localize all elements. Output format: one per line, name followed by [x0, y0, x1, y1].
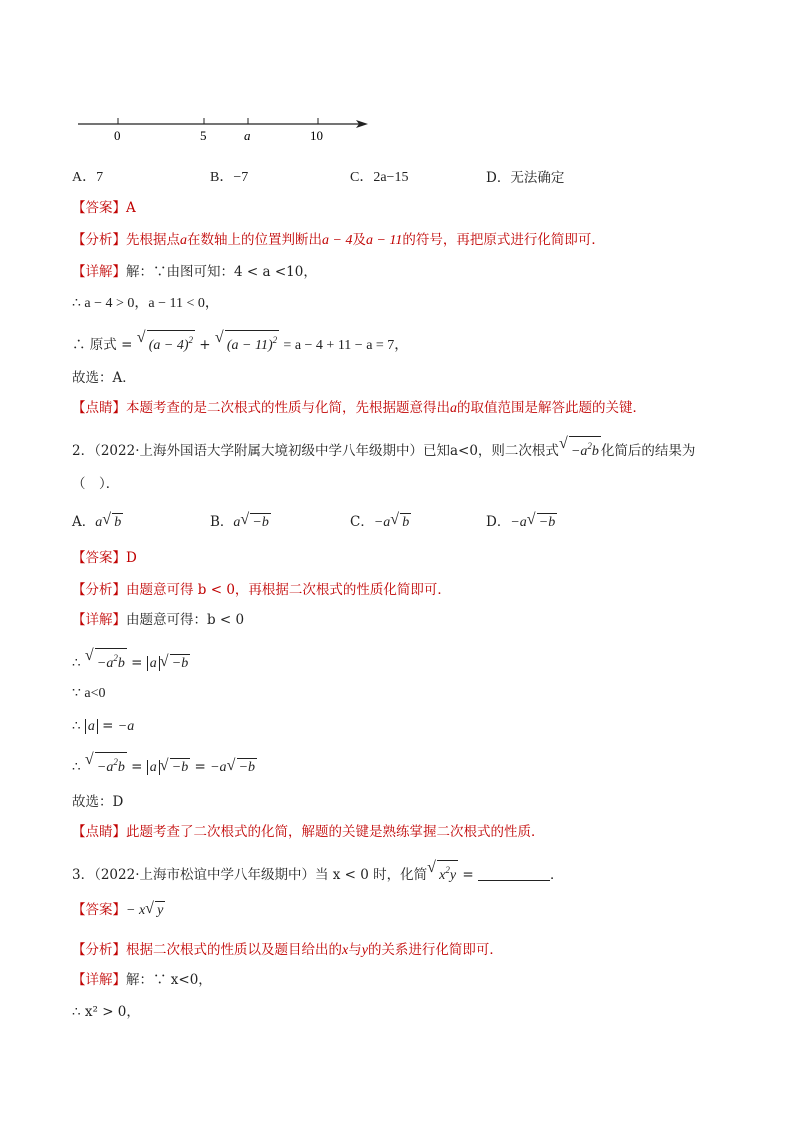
tick-label-10: 10 [310, 128, 323, 143]
tick-label-5: 5 [200, 128, 207, 143]
q2-option-a: A．a√ b [72, 510, 123, 532]
q3-stem: 3．（2022·上海市松谊中学八年级期中）当 x < 0 时，化简√ $x^2y$ = ． [72, 860, 564, 886]
q3-analysis: 【分析】根据二次根式的性质以及题目给出的x与y的关系进行化简即可． [72, 942, 503, 958]
number-line [72, 112, 382, 146]
option-a: A．7 [72, 170, 104, 185]
q2-because: ∵ a<0 [72, 686, 106, 701]
q2-comment: 【点睛】此题考查了二次根式的化简，解题的关键是熟练掌握二次根式的性质． [72, 824, 545, 840]
q1-choose: 故选：A． [72, 370, 136, 386]
q1-analysis: 【分析】先根据点a在数轴上的位置判断出a − 4及a − 11的符号，再把原式进行化简即可． [72, 232, 605, 248]
q1-detail-2: ∴ a − 4 > 0，a − 11 < 0， [72, 296, 219, 311]
q2-detail-3: ∴ a = −a [72, 718, 135, 734]
q2-analysis: 【分析】由题意可得 b < 0，再根据二次根式的性质化简即可． [72, 582, 451, 598]
q1-answer: 【答案】A [72, 200, 136, 216]
q2-detail-2: ∴ √ $-a^2b = a√ -b$ [72, 648, 190, 674]
q2-stem: 2．（2022·上海外国语大学附属大境初级中学八年级期中）已知a<0，则二次根式√ $-a^2b$ 化简后的结果为 [72, 436, 695, 462]
q1-detail-1: 【详解】解：∵由图可知：4 < a <10， [72, 264, 317, 280]
option-d: D．无法确定 [486, 170, 565, 186]
q3-answer: 【答案】− x√ y [72, 900, 165, 921]
q2-option-b: B．a√ −b [210, 510, 271, 532]
q2-detail-4: ∴ √ $-a^2b = a√ -b = -a√ -b$ [72, 752, 257, 778]
q2-stem-bracket: （ ）． [72, 476, 120, 492]
q1-detail-3: ∴ 原式 = √ $(a - 4)^2$ + √ $(a - 11)^2 = a - 4 + 11 - a = 7$， [72, 330, 408, 356]
tick-label-a: a [244, 128, 251, 143]
q3-detail-1: 【详解】解：∵ x<0， [72, 972, 212, 988]
option-b: B．−7 [210, 170, 249, 185]
q2-answer: 【答案】D [72, 550, 137, 566]
q2-option-c: C．−a√ b [350, 510, 411, 532]
q2-choose: 故选：D [72, 794, 124, 810]
tick-label-0: 0 [114, 128, 121, 143]
q3-detail-2: ∴ x² > 0， [72, 1004, 140, 1020]
option-c: C．2a−15 [350, 170, 409, 185]
q2-option-d: D．−a√ −b [486, 510, 557, 532]
q2-detail-1: 【详解】由题意可得：b < 0 [72, 612, 245, 628]
q1-comment: 【点睛】本题考查的是二次根式的性质与化简，先根据题意得出a的取值范围是解答此题的关键． [72, 400, 646, 416]
